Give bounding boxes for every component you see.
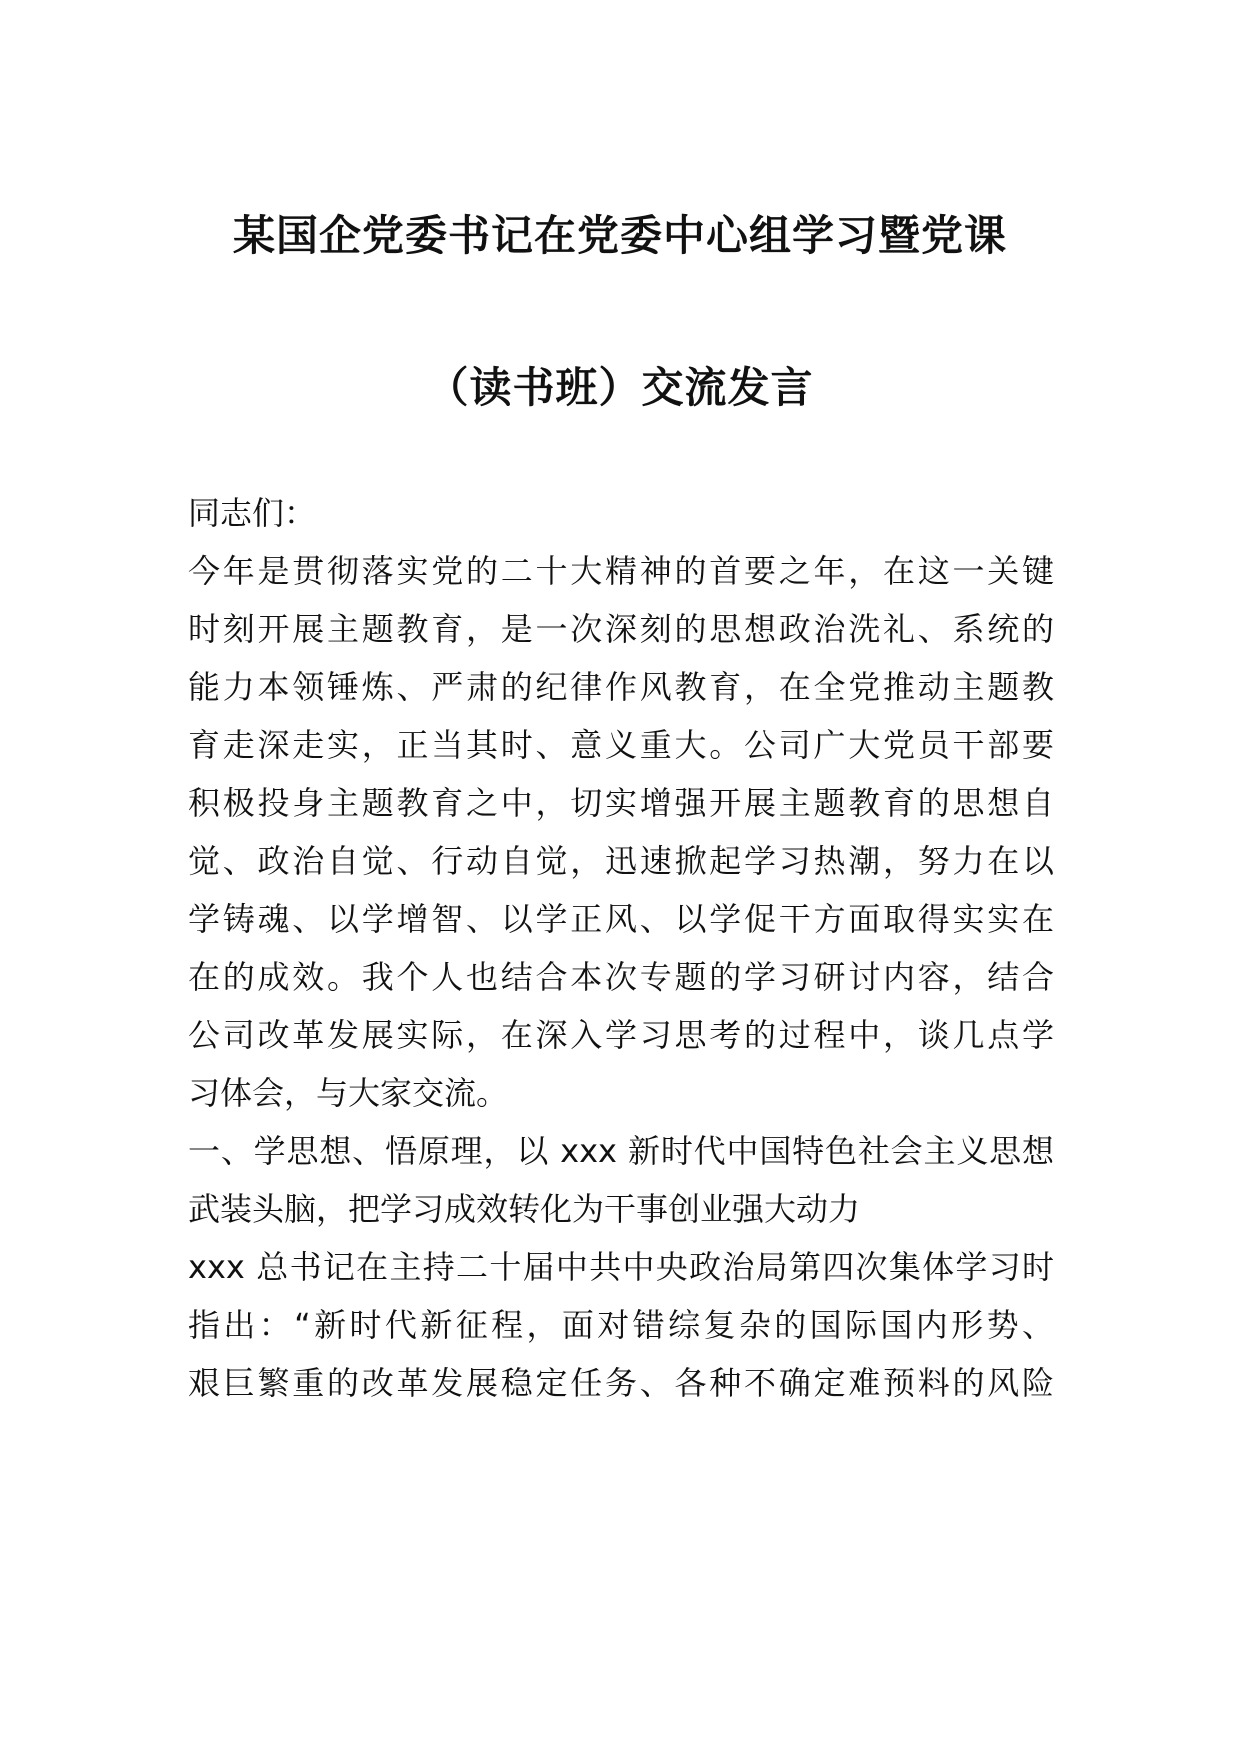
section-heading-1-line: 一、学思想、悟原理，以 xxx 新时代中国特色社会主义思想 [188,1132,1054,1170]
document-title-line-1: 某国企党委书记在党委中心组学习暨党课 [232,211,1007,260]
paragraph-1-line: 在的成效。我个人也结合本次专题的学习研讨内容，结合 [188,958,1054,996]
document-title-line-2: （读书班）交流发言 [426,363,814,412]
salutation: 同志们： [188,494,317,532]
paragraph-2-line: 指出：“新时代新征程，面对错综复杂的国际国内形势、 [188,1306,1054,1344]
paragraph-1-line: 能力本领锤炼、严肃的纪律作风教育，在全党推动主题教 [188,668,1054,706]
paragraph-1-line: 积极投身主题教育之中，切实增强开展主题教育的思想自 [188,784,1054,822]
paragraph-1-line: 今年是贯彻落实党的二十大精神的首要之年，在这一关键 [188,552,1054,590]
paragraph-1-line: 时刻开展主题教育，是一次深刻的思想政治洗礼、系统的 [188,610,1054,648]
paragraph-2-line: 艰巨繁重的改革发展稳定任务、各种不确定难预料的风险 [188,1364,1054,1402]
paragraph-2-line: xxx 总书记在主持二十届中共中央政治局第四次集体学习时 [188,1248,1054,1286]
paragraph-1-line: 觉、政治自觉、行动自觉，迅速掀起学习热潮，努力在以 [188,842,1054,880]
section-heading-1-line: 武装头脑，把学习成效转化为干事创业强大动力 [188,1190,861,1228]
paragraph-1-line: 公司改革发展实际，在深入学习思考的过程中，谈几点学 [188,1016,1054,1054]
paragraph-1-line: 学铸魂、以学增智、以学正风、以学促干方面取得实实在 [188,900,1054,938]
paragraph-1-line: 习体会，与大家交流。 [188,1074,509,1112]
paragraph-1-line: 育走深走实，正当其时、意义重大。公司广大党员干部要 [188,726,1054,764]
